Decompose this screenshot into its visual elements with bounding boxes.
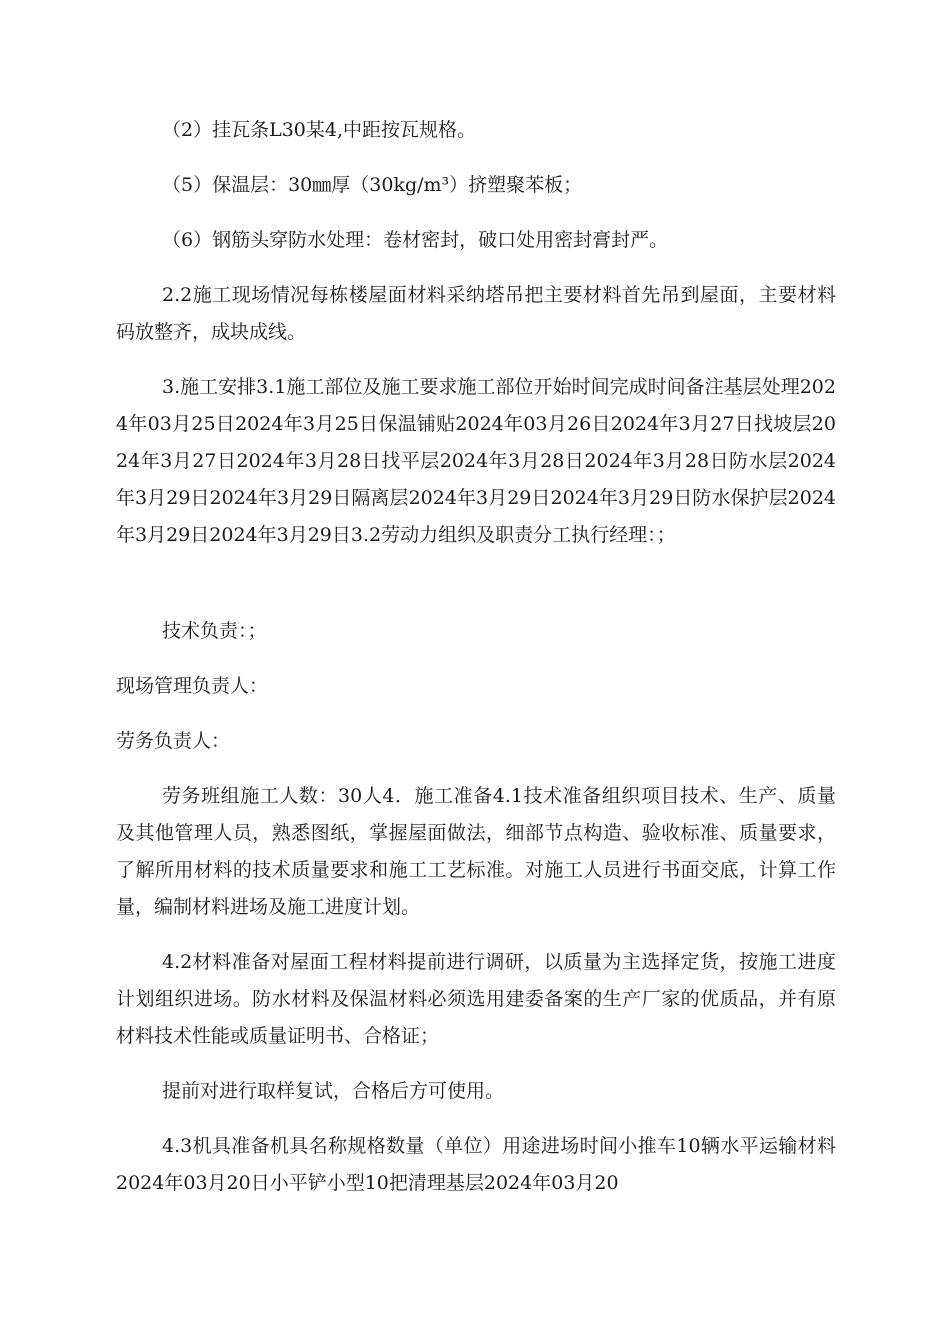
paragraph-technical-lead: 技术负责：； bbox=[162, 620, 267, 642]
paragraph-waterproofing: （6）钢筋头穿防水处理：卷材密封，破口处用密封膏封严。 bbox=[162, 229, 669, 251]
paragraph-site-conditions: 2.2施工现场情况每栋楼屋面材料采纳塔吊把主要材料首先吊到屋面，主要材料码放整齐，成块成线。 bbox=[116, 284, 836, 343]
paragraph-equipment-preparation: 4.3机具准备机具名称规格数量（单位）用途进场时间小推车10辆水平运输材料2024年03月20日小平铲小型10把清理基层2024年03月20 bbox=[116, 1135, 836, 1194]
paragraph-sampling-retest: 提前对进行取样复试，合格后方可使用。 bbox=[162, 1080, 505, 1102]
paragraph-technical-preparation: 劳务班组施工人数：30人4．施工准备4.1技术准备组织项目技术、生产、质量及其他管理人员，熟悉图纸，掌握屋面做法，细部节点构造、验收标准、质量要求，了解所用材料的技术质量要求和施工工艺标准。对施工人员进行书面交底，计算工作量，编制材料进场及施工进度计划。 bbox=[116, 785, 836, 918]
paragraph-roof-batten: （2）挂瓦条L30某4,中距按瓦规格。 bbox=[162, 119, 477, 141]
paragraph-construction-schedule: 3.施工安排3.1施工部位及施工要求施工部位开始时间完成时间备注基层处理2024年03月25日2024年3月25日保温铺贴2024年03月26日2024年3月27日找坡层2024年3月27日2024年3月28日找平层2024年3月28日2024年3月28日防水层2024年3月29日2024年3月29日隔离层2024年3月29日2024年3月29日防水保护层2024年3月29日2024年3月29日3.2劳动力组织及职责分工执行经理：； bbox=[116, 376, 836, 546]
paragraph-site-manager: 现场管理负责人： bbox=[116, 675, 269, 697]
paragraph-labor-lead: 劳务负责人： bbox=[116, 730, 231, 752]
paragraph-insulation-layer: （5）保温层：30㎜厚（30kg/m³）挤塑聚苯板； bbox=[162, 174, 583, 196]
paragraph-material-preparation: 4.2材料准备对屋面工程材料提前进行调研，以质量为主选择定货，按施工进度计划组织进场。防水材料及保温材料必须选用建委备案的生产厂家的优质品，并有原材料技术性能或质量证明书、合格证； bbox=[116, 951, 836, 1047]
